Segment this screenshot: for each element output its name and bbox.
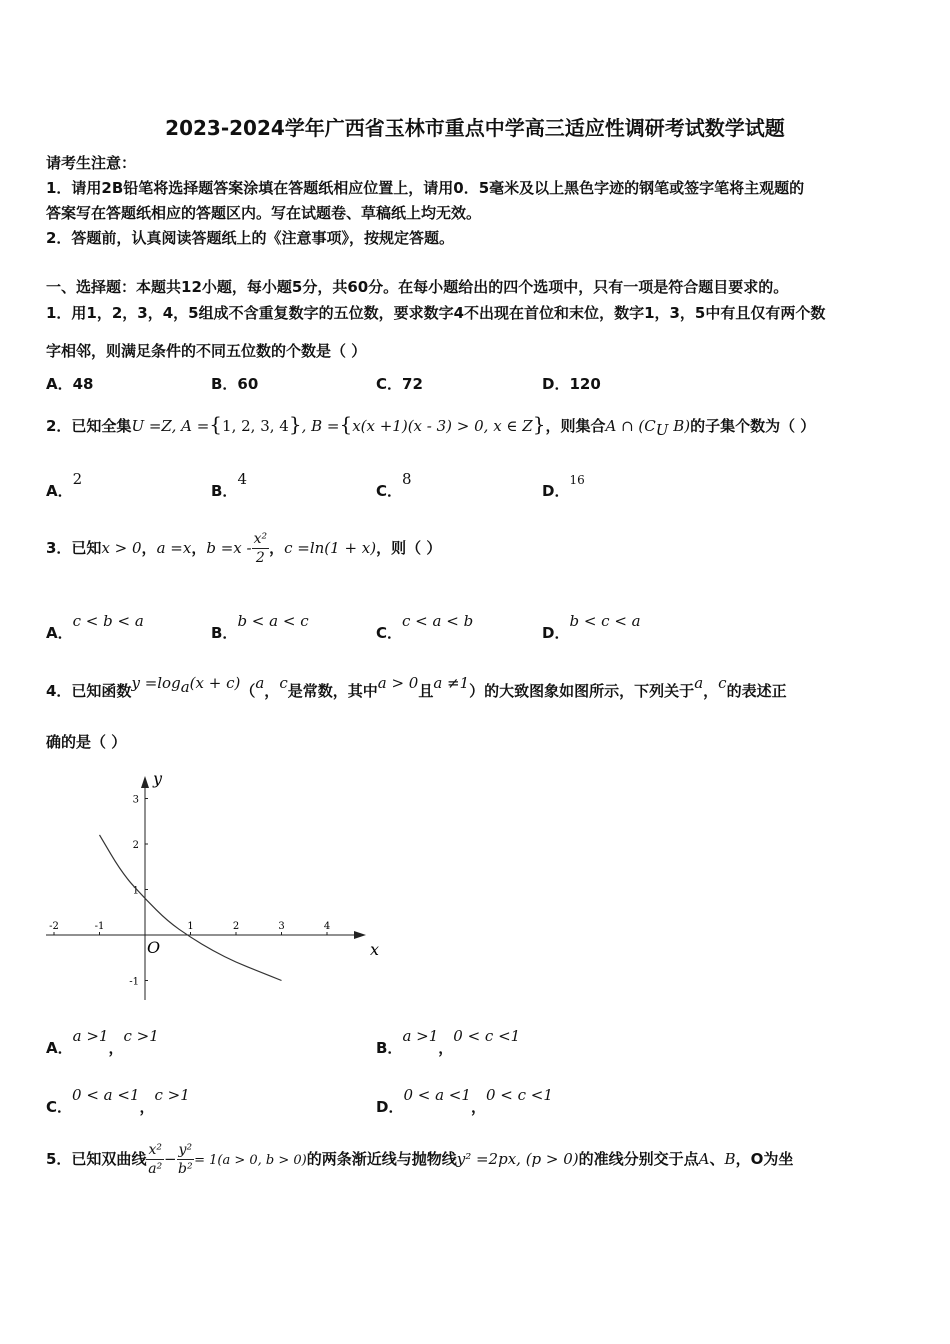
q5-rhs: = 1(a > 0, b > 0) bbox=[194, 1153, 307, 1168]
x-tick-label: -1 bbox=[94, 921, 105, 932]
function-curve bbox=[100, 835, 285, 981]
q2-middle: ，则集合 bbox=[545, 417, 606, 435]
q4-prefix: 4．已知函数 bbox=[46, 682, 132, 700]
q3-suffix: ，则（ ） bbox=[376, 539, 442, 557]
q5-stem: 5．已知双曲线 $\frac{\text{x²}}{\text{a²}}$ − $\frac{\text{y²}}{\text{b²}}$ = 1(a > 0, b > 0)的两条渐近线与抛物线y² =2px, (p > 0)的准线分别交于点A、B，O为坐 bbox=[46, 1142, 794, 1177]
q3-prefix: 3．已知 bbox=[46, 539, 102, 557]
x-tick-label: 1 bbox=[187, 921, 194, 932]
q1-line-2: 字相邻，则满足条件的不同五位数的个数是（ ） bbox=[46, 342, 367, 360]
q2-set-a: 1, 2, 3, 4 bbox=[222, 417, 289, 435]
q2-sep: , B = bbox=[301, 417, 340, 435]
notice-line-2: 答案写在答题纸相应的答题区内。写在试题卷、草稿纸上均无效。 bbox=[46, 204, 482, 222]
q3-option-a[interactable]: A．c < b < a bbox=[46, 612, 144, 642]
y-axis-arrow bbox=[141, 776, 149, 788]
q3-option-d[interactable]: D．b < c < a bbox=[542, 612, 641, 642]
q2-stem: 2．已知全集U =Z, A ={1, 2, 3, 4}, B ={x(x +1)(x - 3) > 0, x ∈ Z}，则集合A ∩ ($C_U$ B)的子集个数为（ ） bbox=[46, 412, 816, 440]
y-tick-label: 3 bbox=[132, 794, 139, 806]
y-tick-label: -1 bbox=[129, 976, 139, 988]
x-tick-label: 3 bbox=[278, 921, 285, 932]
x-tick-label: 2 bbox=[232, 921, 240, 932]
q3-stem: 3．已知x > 0，a =x，b =x - $\frac{\text{x²}}{2}$ ，c =ln(1 + x)，则（ ） bbox=[46, 531, 442, 566]
q3-option-b[interactable]: B．b < a < c bbox=[211, 612, 309, 642]
q5-parabola: y² =2px, (p > 0) bbox=[456, 1150, 579, 1168]
q1-line-1: 1．用1，2，3，4，5组成不含重复数字的五位数，要求数字4不出现在首位和末位，数字1，3，5中有且仅有两个数 bbox=[46, 304, 826, 322]
q4-option-a[interactable]: A．a >1，c >1 bbox=[46, 1027, 159, 1057]
q3-b-fraction: $\frac{\text{x²}}{2}$ bbox=[253, 531, 268, 566]
q2-option-b[interactable]: B．4 bbox=[211, 470, 247, 500]
notice-line-3: 2．答题前，认真阅读答题纸上的《注意事项》，按规定答题。 bbox=[46, 229, 454, 247]
origin-label: O bbox=[147, 938, 161, 957]
q1-option-b[interactable]: B．60 bbox=[211, 375, 259, 393]
q1-option-d[interactable]: D．120 bbox=[542, 375, 601, 393]
y-tick-label: 2 bbox=[132, 840, 139, 851]
q5-fraction-x: $\frac{\text{x²}}{\text{a²}}$ bbox=[148, 1142, 163, 1177]
q3-c-def: c =ln(1 + x) bbox=[284, 539, 377, 557]
notice-line-1: 1．请用2B铅笔将选择题答案涂填在答题纸相应位置上，请用0．5毫米及以上黑色字迹的钢笔或签字笔将主观题的 bbox=[46, 179, 805, 197]
q1-option-a[interactable]: A．48 bbox=[46, 375, 94, 393]
q2-option-c[interactable]: C．8 bbox=[376, 470, 412, 500]
x-axis-label: x bbox=[370, 940, 380, 959]
q4-func: y =log bbox=[131, 674, 181, 692]
q2-set-u: U =Z, A = bbox=[131, 417, 210, 435]
x-axis-arrow bbox=[354, 931, 366, 939]
q2-expr-end: B) bbox=[668, 417, 691, 435]
notice-heading: 请考生注意： bbox=[46, 154, 137, 172]
q2-set-b: x(x +1)(x - 3) > 0, x ∈ Z bbox=[352, 417, 533, 435]
q4-option-b[interactable]: B．a >1，0 < c <1 bbox=[376, 1027, 521, 1057]
q3-a-def: a =x bbox=[156, 539, 192, 557]
q5-prefix: 5．已知双曲线 bbox=[46, 1150, 147, 1168]
q2-option-d[interactable]: D．16 bbox=[542, 473, 585, 500]
q4-option-c[interactable]: C．0 < a <1，c >1 bbox=[46, 1086, 190, 1116]
q4-graph bbox=[40, 768, 390, 1003]
q3-b-def: b =x - bbox=[206, 539, 252, 557]
y-tick-label: 1 bbox=[132, 885, 139, 897]
x-tick-label: 4 bbox=[323, 921, 331, 932]
y-axis-label: y bbox=[153, 769, 163, 788]
page-title: 2023-2024学年广西省玉林市重点中学高三适应性调研考试数学试题 bbox=[165, 116, 785, 140]
q1-option-c[interactable]: C．72 bbox=[376, 375, 423, 393]
q3-cond: x > 0 bbox=[101, 539, 142, 557]
x-tick-label: -2 bbox=[49, 921, 59, 932]
section-heading: 一、选择题：本题共12小题，每小题5分，共60分。在每小题给出的四个选项中，只有一项是符合题目要求的。 bbox=[46, 278, 789, 296]
q2-prefix: 2．已知全集 bbox=[46, 417, 132, 435]
q2-expr-sub: U bbox=[655, 421, 669, 440]
q4-option-d[interactable]: D．0 < a <1，0 < c <1 bbox=[376, 1086, 553, 1116]
q2-expr: A ∩ (C bbox=[605, 417, 656, 435]
q4-line-2: 确的是（ ） bbox=[46, 733, 127, 751]
q3-option-c[interactable]: C．c < a < b bbox=[376, 612, 474, 642]
q4-stem: 4．已知函数$y =\log_a(x + c)(a$，c是常数，其中a > 0且a ≠1）的大致图象如图所示，下列关于a，c的表述正 bbox=[46, 674, 787, 700]
q2-suffix: 的子集个数为（ ） bbox=[690, 417, 816, 435]
q2-option-a[interactable]: A．2 bbox=[46, 470, 83, 500]
q5-fraction-y: $\frac{\text{y²}}{\text{b²}}$ bbox=[178, 1142, 193, 1177]
